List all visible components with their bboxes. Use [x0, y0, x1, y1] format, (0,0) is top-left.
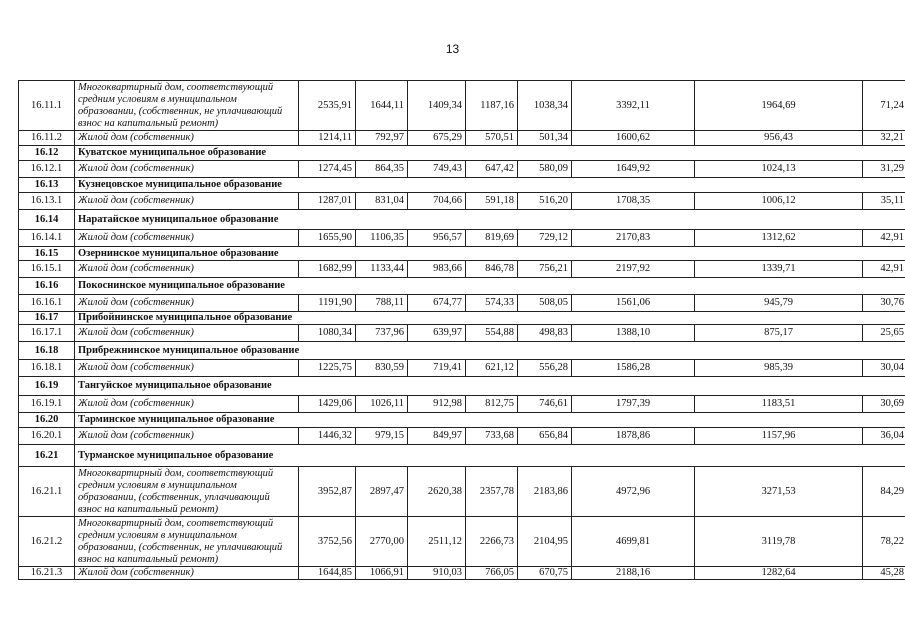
value-cell: 1339,71: [695, 261, 863, 278]
table-row: [19, 567, 905, 580]
value-cell: 1312,62: [695, 230, 863, 247]
section-header-row: [19, 413, 905, 428]
value-cell: 2170,83: [572, 230, 695, 247]
row-description: Жилой дом (собственник): [75, 230, 299, 247]
value-cell: 846,78: [466, 261, 518, 278]
section-code: 16.20: [19, 413, 75, 428]
value-cell: 831,04: [356, 193, 408, 210]
table-row: [19, 230, 905, 247]
table-row: [19, 517, 905, 567]
value-cell: 1066,91: [356, 567, 408, 580]
section-header-row: [19, 210, 905, 230]
value-cell: 956,43: [695, 131, 863, 146]
section-header-row: [19, 445, 905, 467]
section-header-row: [19, 146, 905, 161]
value-cell: 1561,06: [572, 295, 695, 312]
section-name: Наратайское муниципальное образование: [75, 210, 905, 230]
row-description: Жилой дом (собственник): [75, 325, 299, 342]
row-code: 16.15.1: [19, 261, 75, 278]
value-cell: 1797,39: [572, 396, 695, 413]
row-code: 16.20.1: [19, 428, 75, 445]
value-cell: 31,29: [863, 161, 905, 178]
value-cell: 574,33: [466, 295, 518, 312]
value-cell: 30,69: [863, 396, 905, 413]
section-code: 16.16: [19, 278, 75, 295]
value-cell: 2104,95: [518, 517, 572, 567]
row-code: 16.17.1: [19, 325, 75, 342]
value-cell: 647,42: [466, 161, 518, 178]
row-description: Жилой дом (собственник): [75, 567, 299, 580]
row-description: Многоквартирный дом, соответствующий средним условиям в муниципальном образовании, (собственник, уплачивающий взнос на капитальный ремонт): [75, 467, 299, 517]
value-cell: 32,21: [863, 131, 905, 146]
value-cell: 656,84: [518, 428, 572, 445]
value-cell: 1006,12: [695, 193, 863, 210]
row-code: 16.13.1: [19, 193, 75, 210]
row-code: 16.12.1: [19, 161, 75, 178]
table-row: [19, 131, 905, 146]
value-cell: 570,51: [466, 131, 518, 146]
value-cell: 719,41: [408, 360, 466, 377]
row-code: 16.18.1: [19, 360, 75, 377]
value-cell: 36,04: [863, 428, 905, 445]
section-name: Турманское муниципальное образование: [75, 445, 905, 467]
value-cell: 746,61: [518, 396, 572, 413]
value-cell: 30,76: [863, 295, 905, 312]
value-cell: 580,09: [518, 161, 572, 178]
section-code: 16.13: [19, 178, 75, 193]
section-header-row: [19, 377, 905, 396]
value-cell: 1274,45: [299, 161, 356, 178]
table-row: [19, 467, 905, 517]
value-cell: 819,69: [466, 230, 518, 247]
section-code: 16.14: [19, 210, 75, 230]
value-cell: 912,98: [408, 396, 466, 413]
value-cell: 864,35: [356, 161, 408, 178]
value-cell: 910,03: [408, 567, 466, 580]
value-cell: 749,43: [408, 161, 466, 178]
value-cell: 2183,86: [518, 467, 572, 517]
value-cell: 956,57: [408, 230, 466, 247]
value-cell: 1026,11: [356, 396, 408, 413]
value-cell: 501,34: [518, 131, 572, 146]
value-cell: 945,79: [695, 295, 863, 312]
value-cell: 812,75: [466, 396, 518, 413]
value-cell: 639,97: [408, 325, 466, 342]
row-code: 16.21.3: [19, 567, 75, 580]
value-cell: 35,11: [863, 193, 905, 210]
table-row: [19, 193, 905, 210]
row-description: Жилой дом (собственник): [75, 161, 299, 178]
value-cell: 30,04: [863, 360, 905, 377]
value-cell: 1409,34: [408, 81, 466, 131]
value-cell: 1649,92: [572, 161, 695, 178]
section-code: 16.18: [19, 342, 75, 360]
row-description: Жилой дом (собственник): [75, 295, 299, 312]
value-cell: 3119,78: [695, 517, 863, 567]
value-cell: 3952,87: [299, 467, 356, 517]
value-cell: 675,29: [408, 131, 466, 146]
section-name: Куватское муниципальное образование: [75, 146, 905, 161]
table-row: [19, 428, 905, 445]
row-description: Жилой дом (собственник): [75, 428, 299, 445]
value-cell: 516,20: [518, 193, 572, 210]
row-description: Многоквартирный дом, соответствующий средним условиям в муниципальном образовании, (собственник, не уплачивающий взнос на капитальный ремонт): [75, 81, 299, 131]
value-cell: 2357,78: [466, 467, 518, 517]
value-cell: 1214,11: [299, 131, 356, 146]
value-cell: 849,97: [408, 428, 466, 445]
value-cell: 1225,75: [299, 360, 356, 377]
value-cell: 1429,06: [299, 396, 356, 413]
value-cell: 2188,16: [572, 567, 695, 580]
section-name: Прибойнинское муниципальное образование: [75, 312, 905, 325]
value-cell: 1183,51: [695, 396, 863, 413]
value-cell: 1187,16: [466, 81, 518, 131]
section-header-row: [19, 342, 905, 360]
value-cell: 3752,56: [299, 517, 356, 567]
value-cell: 78,22: [863, 517, 905, 567]
row-code: 16.16.1: [19, 295, 75, 312]
value-cell: 1446,32: [299, 428, 356, 445]
value-cell: 45,28: [863, 567, 905, 580]
value-cell: 985,39: [695, 360, 863, 377]
value-cell: 1600,62: [572, 131, 695, 146]
value-cell: 729,12: [518, 230, 572, 247]
value-cell: 2197,92: [572, 261, 695, 278]
value-cell: 2770,00: [356, 517, 408, 567]
value-cell: 1133,44: [356, 261, 408, 278]
section-header-row: [19, 278, 905, 295]
section-name: Прибрежнинское муниципальное образование: [75, 342, 905, 360]
row-code: 16.21.1: [19, 467, 75, 517]
value-cell: 2897,47: [356, 467, 408, 517]
value-cell: 42,91: [863, 261, 905, 278]
value-cell: 1586,28: [572, 360, 695, 377]
value-cell: 792,97: [356, 131, 408, 146]
value-cell: 1708,35: [572, 193, 695, 210]
row-description: Многоквартирный дом, соответствующий средним условиям в муниципальном образовании, (собственник, не уплачивающий взнос на капитальный ремонт): [75, 517, 299, 567]
value-cell: 1287,01: [299, 193, 356, 210]
table-row: [19, 161, 905, 178]
section-name: Покоснинское муниципальное образование: [75, 278, 905, 295]
section-header-row: [19, 247, 905, 261]
table-row: [19, 325, 905, 342]
value-cell: 1038,34: [518, 81, 572, 131]
row-code: 16.19.1: [19, 396, 75, 413]
value-cell: 1191,90: [299, 295, 356, 312]
section-code: 16.15: [19, 247, 75, 261]
value-cell: 554,88: [466, 325, 518, 342]
value-cell: 1655,90: [299, 230, 356, 247]
row-code: 16.21.2: [19, 517, 75, 567]
value-cell: 1388,10: [572, 325, 695, 342]
value-cell: 42,91: [863, 230, 905, 247]
section-name: Тангуйское муниципальное образование: [75, 377, 905, 396]
value-cell: 1644,11: [356, 81, 408, 131]
table-row: [19, 295, 905, 312]
tariff-table: [18, 80, 905, 580]
value-cell: 3271,53: [695, 467, 863, 517]
value-cell: 979,15: [356, 428, 408, 445]
value-cell: 1080,34: [299, 325, 356, 342]
value-cell: 2535,91: [299, 81, 356, 131]
section-name: Тарминское муниципальное образование: [75, 413, 905, 428]
table-row: [19, 261, 905, 278]
value-cell: 766,05: [466, 567, 518, 580]
row-description: Жилой дом (собственник): [75, 193, 299, 210]
table-row: [19, 396, 905, 413]
table-body: [19, 81, 905, 580]
table-row: [19, 81, 905, 131]
section-name: Кузнецовское муниципальное образование: [75, 178, 905, 193]
value-cell: 2511,12: [408, 517, 466, 567]
value-cell: 71,24: [863, 81, 905, 131]
value-cell: 621,12: [466, 360, 518, 377]
value-cell: 591,18: [466, 193, 518, 210]
value-cell: 788,11: [356, 295, 408, 312]
value-cell: 84,29: [863, 467, 905, 517]
row-description: Жилой дом (собственник): [75, 360, 299, 377]
value-cell: 1964,69: [695, 81, 863, 131]
section-code: 16.17: [19, 312, 75, 325]
value-cell: 556,28: [518, 360, 572, 377]
row-description: Жилой дом (собственник): [75, 261, 299, 278]
value-cell: 737,96: [356, 325, 408, 342]
section-code: 16.19: [19, 377, 75, 396]
page-number: 13: [445, 42, 460, 56]
value-cell: 25,65: [863, 325, 905, 342]
value-cell: 983,66: [408, 261, 466, 278]
row-code: 16.11.2: [19, 131, 75, 146]
value-cell: 1024,13: [695, 161, 863, 178]
table-row: [19, 360, 905, 377]
value-cell: 1106,35: [356, 230, 408, 247]
value-cell: 875,17: [695, 325, 863, 342]
value-cell: 2620,38: [408, 467, 466, 517]
value-cell: 830,59: [356, 360, 408, 377]
value-cell: 1282,64: [695, 567, 863, 580]
section-code: 16.21: [19, 445, 75, 467]
value-cell: 733,68: [466, 428, 518, 445]
value-cell: 674,77: [408, 295, 466, 312]
row-code: 16.11.1: [19, 81, 75, 131]
section-header-row: [19, 312, 905, 325]
section-name: Озернинское муниципальное образование: [75, 247, 905, 261]
row-description: Жилой дом (собственник): [75, 396, 299, 413]
value-cell: 2266,73: [466, 517, 518, 567]
section-code: 16.12: [19, 146, 75, 161]
section-header-row: [19, 178, 905, 193]
value-cell: 704,66: [408, 193, 466, 210]
row-code: 16.14.1: [19, 230, 75, 247]
value-cell: 756,21: [518, 261, 572, 278]
row-description: Жилой дом (собственник): [75, 131, 299, 146]
value-cell: 4699,81: [572, 517, 695, 567]
value-cell: 498,83: [518, 325, 572, 342]
value-cell: 4972,96: [572, 467, 695, 517]
value-cell: 670,75: [518, 567, 572, 580]
value-cell: 508,05: [518, 295, 572, 312]
value-cell: 3392,11: [572, 81, 695, 131]
value-cell: 1157,96: [695, 428, 863, 445]
value-cell: 1878,86: [572, 428, 695, 445]
value-cell: 1644,85: [299, 567, 356, 580]
value-cell: 1682,99: [299, 261, 356, 278]
